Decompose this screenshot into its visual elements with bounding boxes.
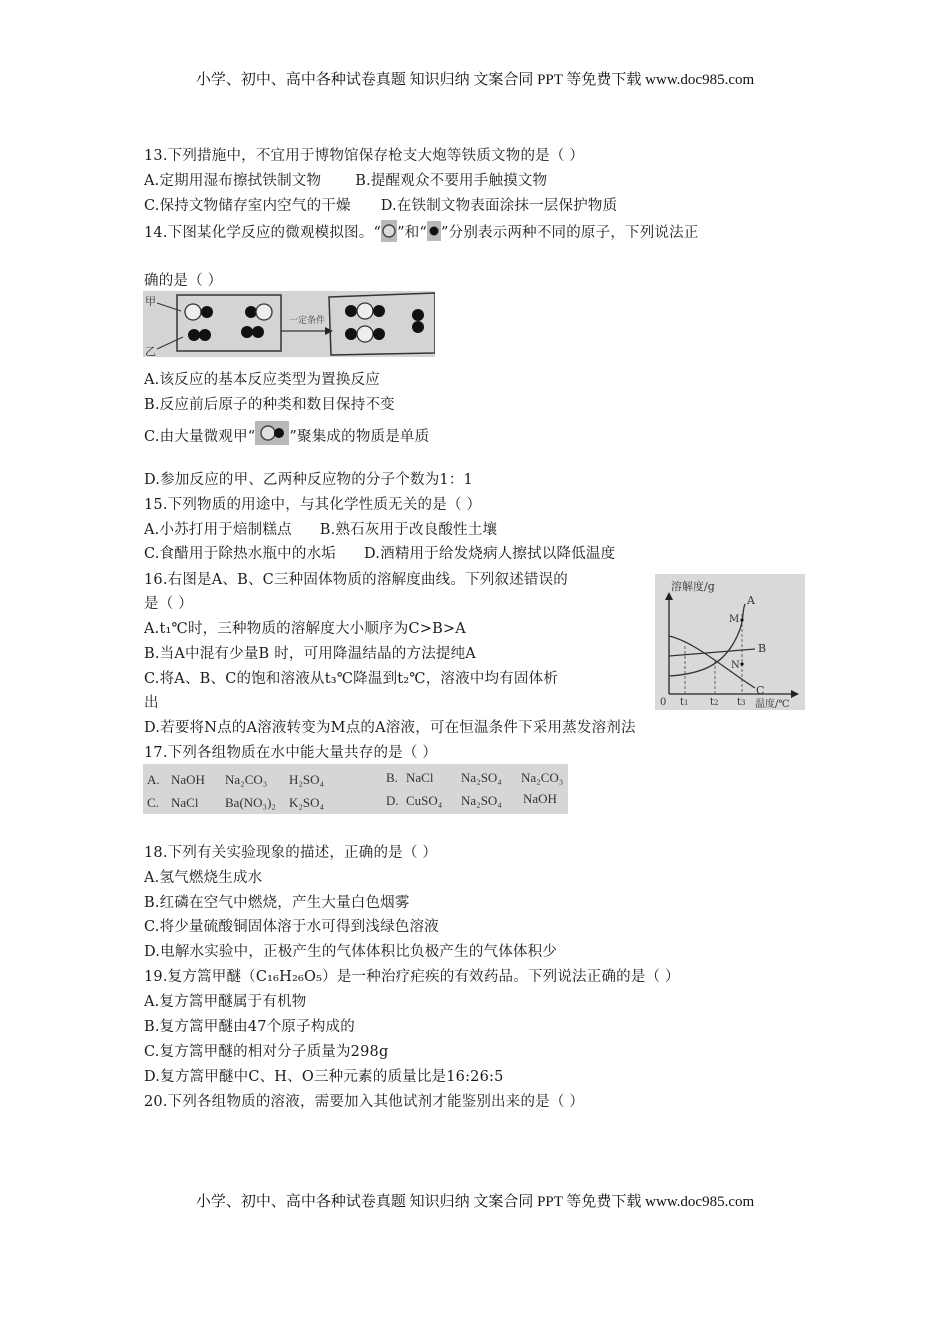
q18-option-c: C.将少量硫酸铜固体溶于水可得到浅绿色溶液 <box>144 919 439 935</box>
svg-text:A: A <box>747 594 755 607</box>
q16-option-a: A.t₁℃时，三种物质的溶解度大小顺序为C>B>A <box>144 621 466 637</box>
svg-text:0: 0 <box>660 697 667 708</box>
q13-options-cd <box>144 196 617 216</box>
solubility-curve-chart <box>655 574 805 710</box>
q15-stem: 15.下列物质的用途中，与其化学性质无关的是（ ） <box>144 497 482 513</box>
q16-stem: 16.右图是A、B、C三种固体物质的溶解度曲线。下列叙述错误的 <box>144 572 568 588</box>
reaction-condition-label: 一定条件 <box>289 316 326 326</box>
q17-stem: 17.下列各组物质在水中能大量共存的是（ ） <box>144 745 438 761</box>
svg-text:t1: t1 <box>680 697 689 708</box>
q14-option-c: C.由大量微观甲“ ”聚集成的物质是单质 <box>144 425 429 449</box>
page-header: 小学、初中、高中各种试卷真题 知识归纳 文案合同 PPT 等免费下载 www.doc985.com <box>195 72 755 88</box>
q15-options-cd <box>144 544 615 564</box>
q19-option-d: D.复方篙甲醚中C、H、O三种元素的质量比是16:26:5 <box>144 1069 504 1085</box>
q15-option-d: D.酒精用于给发烧病人擦拭以降低温度 <box>364 546 616 562</box>
q19-stem: 19.复方篙甲醚（C₁₆H₂₆O₅）是一种治疗疟疾的有效药品。下列说法正确的是（ ） <box>144 969 680 985</box>
label-yi: 乙 <box>145 345 156 357</box>
q13-options-ab <box>144 171 547 191</box>
q17-options-image: A. NaOH Na₂CO₃ H₂SO₄ B. NaCl Na₂SO₄ Na₂CO₃ C. NaCl Ba(NO₃)₂ K₂SO₄ D. CuSO₄ Na₂SO₄ NaOH <box>143 764 568 814</box>
chart-ylabel: 溶解度/g <box>671 580 715 593</box>
q14-stem: 14.下图某化学反应的微观模拟图。“ ”和“ ”分别表示两种不同的原子，下列说法正 <box>144 222 699 244</box>
white-atom-icon <box>381 220 397 242</box>
q20-stem: 20.下列各组物质的溶液，需要加入其他试剂才能鉴别出来的是（ ） <box>144 1094 585 1110</box>
q13-option-a: A.定期用湿布擦拭铁制文物 <box>144 173 322 189</box>
q13-option-c: C.保持文物储存室内空气的干燥 <box>144 198 351 214</box>
q19-option-a: A.复方篙甲醚属于有机物 <box>144 994 307 1010</box>
q18-option-b: B.红磷在空气中燃烧，产生大量白色烟雾 <box>144 895 410 911</box>
q19-option-b: B.复方篙甲醚由47个原子构成的 <box>144 1019 355 1035</box>
q14-option-a: A.该反应的基本反应类型为置换反应 <box>144 372 380 388</box>
q13-option-d: D.在铁制文物表面涂抹一层保护物质 <box>380 198 618 214</box>
molecule-jia-icon <box>255 421 289 445</box>
q15-option-b: B.熟石灰用于改良酸性土壤 <box>319 522 498 538</box>
black-atom-icon <box>427 221 441 241</box>
q16-option-d: D.若要将N点的A溶液转变为M点的A溶液，可在恒温条件下采用蒸发溶剂法 <box>144 720 636 736</box>
svg-text:M: M <box>729 614 740 625</box>
page-footer: 小学、初中、高中各种试卷真题 知识归纳 文案合同 PPT 等免费下载 www.doc985.com <box>195 1194 755 1210</box>
q14-stem-line2: 确的是（ ） <box>144 273 223 289</box>
q14-option-b: B.反应前后原子的种类和数目保持不变 <box>144 397 395 413</box>
q19-option-c: C.复方篙甲醚的相对分子质量为298g <box>144 1044 389 1060</box>
q16-option-b: B.当A中混有少量B 时，可用降温结晶的方法提纯A <box>144 646 476 662</box>
q16-option-c: C.将A、B、C的饱和溶液从t₃℃降温到t₂℃，溶液中均有固体析 <box>144 671 559 687</box>
q15-option-a: A.小苏打用于焙制糕点 <box>144 522 292 538</box>
svg-text:B: B <box>758 642 767 655</box>
q18-option-d: D.电解水实验中，正极产生的气体体积比负极产生的气体体积少 <box>144 944 558 960</box>
svg-text:t3: t3 <box>737 697 746 708</box>
q14-option-d: D.参加反应的甲、乙两种反应物的分子个数为1：1 <box>144 472 473 488</box>
q16-stem-line2: 是（ ） <box>144 596 193 612</box>
q15-option-c: C.食醋用于除热水瓶中的水垢 <box>144 546 336 562</box>
q13-stem: 13.下列措施中，不宜用于博物馆保存枪支大炮等铁质文物的是（ ） <box>144 148 585 164</box>
chart-xlabel: 温度/℃ <box>755 699 790 710</box>
svg-text:t2: t2 <box>710 697 719 708</box>
q15-options-ab <box>144 520 497 540</box>
reaction-micro-diagram <box>143 291 435 357</box>
q13-option-b: B.提醒观众不要用手触摸文物 <box>355 173 548 189</box>
svg-text:N: N <box>731 660 740 671</box>
label-jia: 甲 <box>145 295 156 308</box>
q18-option-a: A.氢气燃烧生成水 <box>144 870 263 886</box>
q18-stem: 18.下列有关实验现象的描述，正确的是（ ） <box>144 845 438 861</box>
q16-option-c-cont: 出 <box>144 695 159 711</box>
svg-text:C: C <box>756 684 765 697</box>
